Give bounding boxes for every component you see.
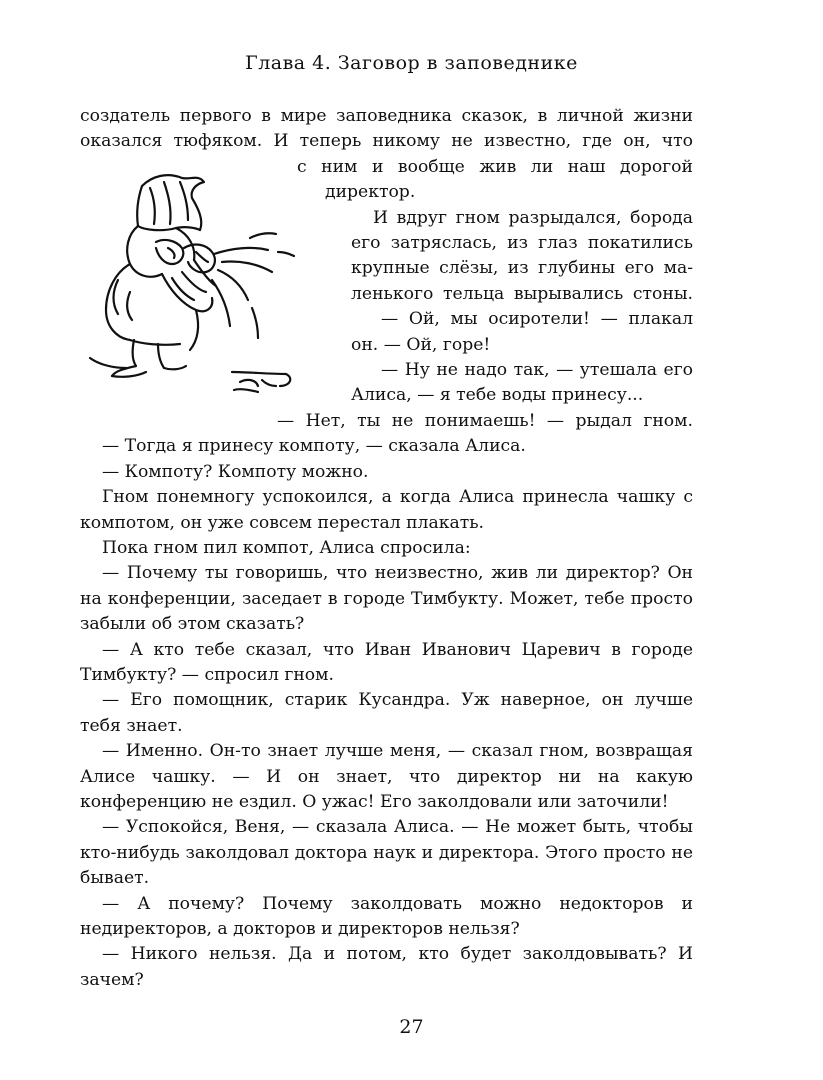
text-line: директор. [325,182,416,203]
text-line: — Нет, ты не понимаешь! — рыдал гном. [277,410,693,431]
paragraph: Пока гном пил компот, Алиса спросила: [102,537,471,558]
paragraph: — Именно. Он-то знает лучше меня, — сказал гном, возвращая Алисе чашку. — И он знает, что директор ни на какую конференцию не ездил. О ужас! Его заколдовали или заточили! [80,741,693,812]
text-line: оказался тюфяком. И теперь никому не известно, где он, что [80,131,693,152]
paragraph: — А кто тебе сказал, что Иван Иванович Царевич в городе Тимбукту? — спросил гном. [80,639,693,685]
text-line: Алиса, — я тебе воды принесу... [351,385,644,406]
paragraph: Гном понемногу успокоился, а когда Алиса принесла чашку с компотом, он уже совсем перестал плакать. [80,487,693,533]
page-body [80,104,693,993]
paragraph: — Никого нельзя. Да и потом, кто будет заколдовывать? И зачем? [80,944,693,990]
paragraph: — Успокойся, Веня, — сказала Алиса. — Не может быть, чтобы кто-нибудь заколдовал доктора наук и директора. Этого просто не бывает. [80,817,693,889]
text-line: создатель первого в мире заповедника сказок, в личной жизни [80,106,693,126]
text-line: — Ой, мы осиротели! — плакал [381,309,693,330]
running-header: Глава 4. Заговор в заповеднике [245,52,578,74]
text-line: крупные слёзы, из глубины его ма- [351,258,693,279]
page-number: 27 [399,1016,424,1038]
text-line: — Ну не надо так, — утешала его [381,360,693,381]
text-line: с ним и вообще жив ли наш дорогой [297,156,693,177]
text-line: ленького тельца вырывались стоны. [351,283,693,304]
text-line: И вдруг гном разрыдался, борода [373,207,693,228]
paragraph: — Компоту? Компоту можно. [102,461,369,482]
paragraph: — Тогда я принесу компоту, — сказала Алиса. [102,436,526,457]
paragraph: — А почему? Почему заколдовать можно недокторов и недиректоров, а докторов и директоров нельзя? [80,893,693,939]
text-line: он. — Ой, горе! [351,334,491,355]
paragraph: — Его помощник, старик Кусандра. Уж наверное, он лучше тебя знает. [80,690,693,736]
paragraph: — Почему ты говоришь, что неизвестно, жив ли директор? Он на конференции, заседает в городе Тимбукту. Может, тебе просто забыли об этом сказать? [80,563,693,635]
text-line: его затряслась, из глаз покатились [351,233,693,254]
